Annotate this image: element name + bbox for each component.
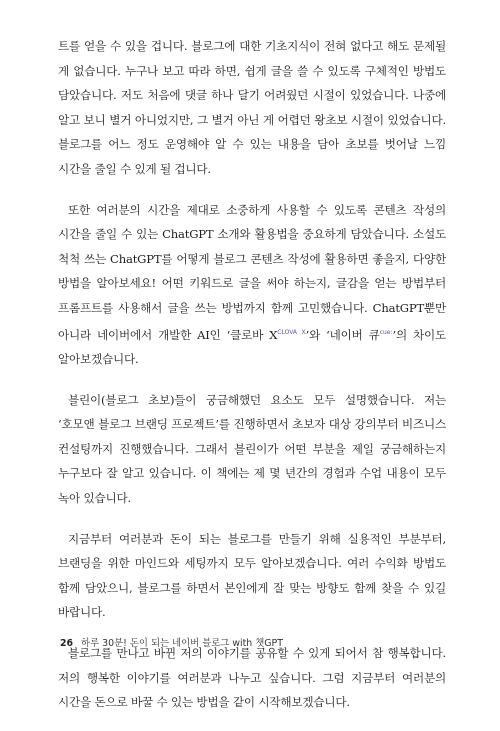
book-title: 하루 30분! 돈이 되는 네이버 블로그 with 챗GPT xyxy=(81,638,283,649)
page-body xyxy=(58,34,446,731)
body-paragraph-1 xyxy=(58,34,446,182)
paragraph-2-text-continued: ’와 ‘네이버 큐 xyxy=(305,327,380,342)
body-paragraph-2 xyxy=(58,198,446,372)
page-number: 26 xyxy=(60,638,74,649)
paragraph-1-text: 트를 얻을 수 있을 겁니다. 블로그에 대한 기초지식이 전혀 없다고 해도 문제될 게 없습니다. 누구나 보고 따라 하면, 쉽게 글을 쓸 수 있도록 구체적인 방법도 담았습니다. 저도 처음에 댓글 하나 달기 어려웠던 시절이 있었습니다. 나중에 알고 보니 별거 아니었지만, 그 별거 아닌 게 어렵던 왕초보 시절이 있었습니다. 블로그를 어느 정도 운영해야 알 수 있는 내용을 담아 초보를 벗어날 느낌 시간을 줄일 수 있게 될 겁니다. xyxy=(58,39,446,176)
naver-cue-superscript: cue: xyxy=(379,328,393,336)
clova-x-superscript: CLOVA X xyxy=(277,328,306,336)
paragraph-3-text: 블린이(블로그 초보)들이 궁금해했던 요소도 모두 설명했습니다. 저는 ‘호모앤 블로그 브랜딩 프로젝트’를 진행하면서 초보자 대상 강의부터 비즈니스 컨설팅까지 진행했습니다. 그래서 블린이가 어떤 부분을 제일 궁금해하는지 누구보다 잘 알고 있습니다. 이 책에는 제 몇 년간의 경험과 수업 내용이 모두 녹아 있습니다. xyxy=(58,392,446,505)
paragraph-2-text-end: ’의 차이도 알아보겠습니다. xyxy=(58,327,446,366)
body-paragraph-4 xyxy=(58,527,446,625)
paragraph-4-text: 지금부터 여러분과 돈이 되는 블로그를 만들기 위해 실용적인 부분부터, 브랜딩을 위한 마인드와 세팅까지 모두 알아보겠습니다. 여러 수익화 방법도 함께 담았으니, 블로그를 하면서 본인에게 잘 맞는 방향도 함께 찾을 수 있길 바랍니다. xyxy=(58,531,446,620)
paragraph-5-text: 블로그를 만나고 바뀐 저의 이야기를 공유할 수 있게 되어서 참 행복합니다. 저의 행복한 이야기를 여러분과 나누고 싶습니다. 그럼 지금부터 여러분의 시간을 돈으로 바꿀 수 있는 방법을 같이 시작해보겠습니다. xyxy=(58,645,446,710)
body-paragraph-3 xyxy=(58,388,446,511)
paragraph-2-text: 또한 여러분의 시간을 제대로 소중하게 사용할 수 있도록 콘텐츠 작성의 시간을 줄일 수 있는 ChatGPT 소개와 활용법을 중요하게 담았습니다. 소설도 척척 쓰는 ChatGPT를 어떻게 블로그 콘텐츠 작성에 활용하면 좋을지, 다양한 방법을 알아보세요! 어떤 키워드로 글을 써야 하는지, 글감을 얻는 방법부터 프롬프트를 사용해서 글을 쓰는 방법까지 함께 고민했습니다. ChatGPT뿐만 아니라 네이버에서 개발한 AI인 ‘클로바 X xyxy=(58,202,446,342)
body-paragraph-5 xyxy=(58,641,446,715)
page-footer xyxy=(60,635,283,649)
